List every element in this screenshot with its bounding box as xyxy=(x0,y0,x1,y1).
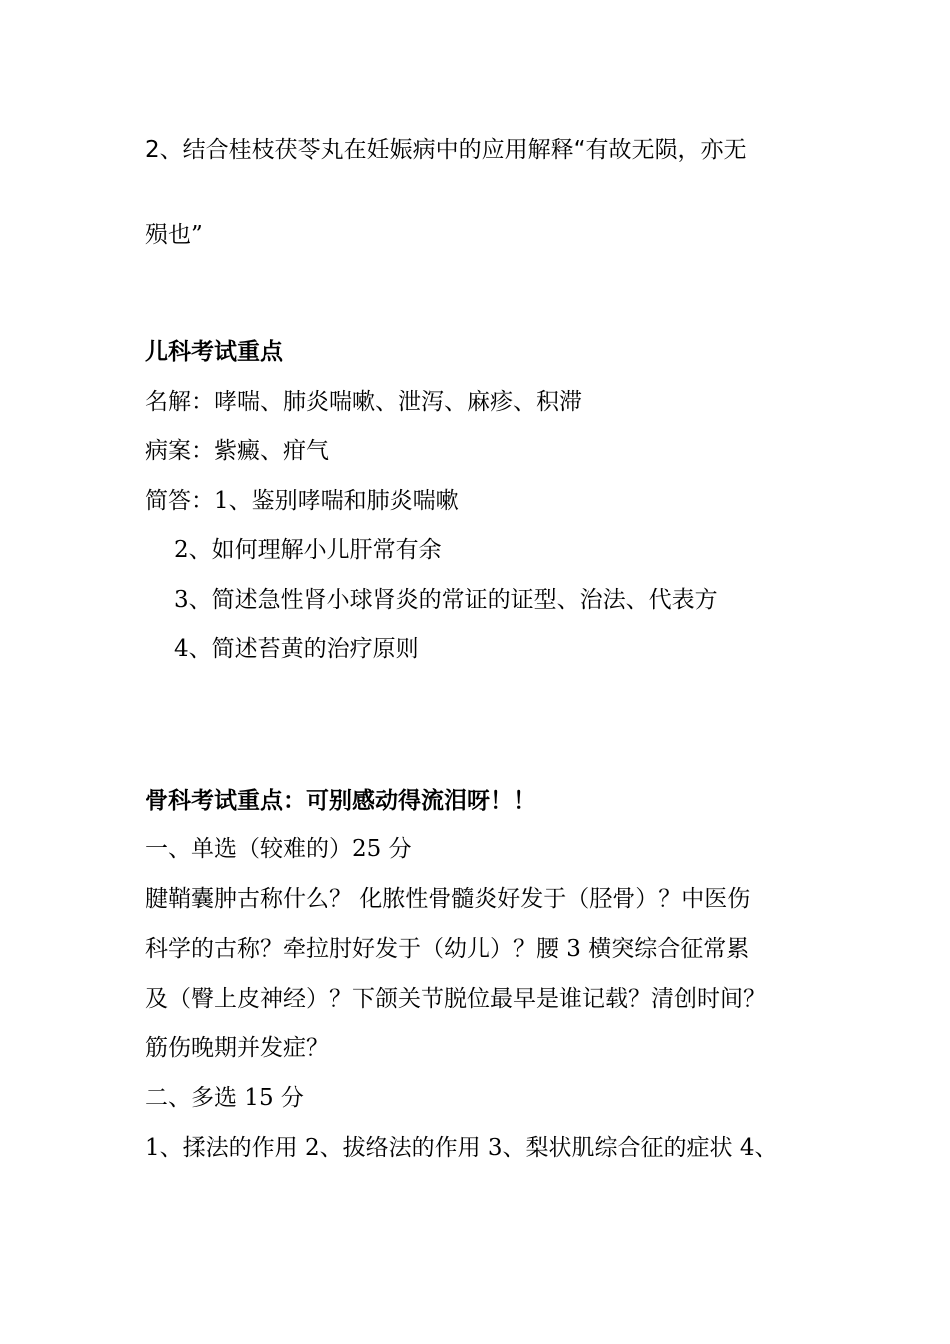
single-choice-line-1: 腱鞘囊肿古称什么？ 化脓性骨髓炎好发于（胫骨）？中医伤 xyxy=(145,886,751,912)
single-choice-line-2: 科学的古称？牵拉肘好发于（幼儿）？腰 3 横突综合征常累 xyxy=(145,936,750,962)
question-2-line-2: 殒也” xyxy=(145,222,203,248)
pediatrics-terms: 名解：哮喘、肺炎喘嗽、泄泻、麻疹、积滞 xyxy=(145,389,582,415)
pediatrics-heading: 儿科考试重点 xyxy=(145,338,283,365)
single-choice-title: 一、单选（较难的）25 分 xyxy=(145,836,412,862)
multi-choice-title: 二、多选 15 分 xyxy=(145,1085,304,1111)
pediatrics-cases: 病案：紫癜、疳气 xyxy=(145,438,329,464)
single-choice-line-4: 筋伤晚期并发症？ xyxy=(145,1035,329,1061)
multi-choice-line-1: 1、揉法的作用 2、拔络法的作用 3、梨状肌综合征的症状 4、 xyxy=(145,1135,778,1161)
pediatrics-short-answer-1: 简答：1、鉴别哮喘和肺炎喘嗽 xyxy=(145,488,459,514)
pediatrics-short-answer-3: 3、简述急性肾小球肾炎的常证的证型、治法、代表方 xyxy=(174,587,718,613)
orthopedics-heading: 骨科考试重点：可别感动得流泪呀！！ xyxy=(145,787,536,814)
question-2-line-1: 2、结合桂枝茯苓丸在妊娠病中的应用解释“有故无陨，亦无 xyxy=(145,137,747,163)
pediatrics-short-answer-2: 2、如何理解小儿肝常有余 xyxy=(174,537,442,563)
single-choice-line-3: 及（臀上皮神经）？下颌关节脱位最早是谁记载？清创时间？ xyxy=(145,986,766,1012)
pediatrics-short-answer-4: 4、简述苔黄的治疗原则 xyxy=(174,636,419,662)
